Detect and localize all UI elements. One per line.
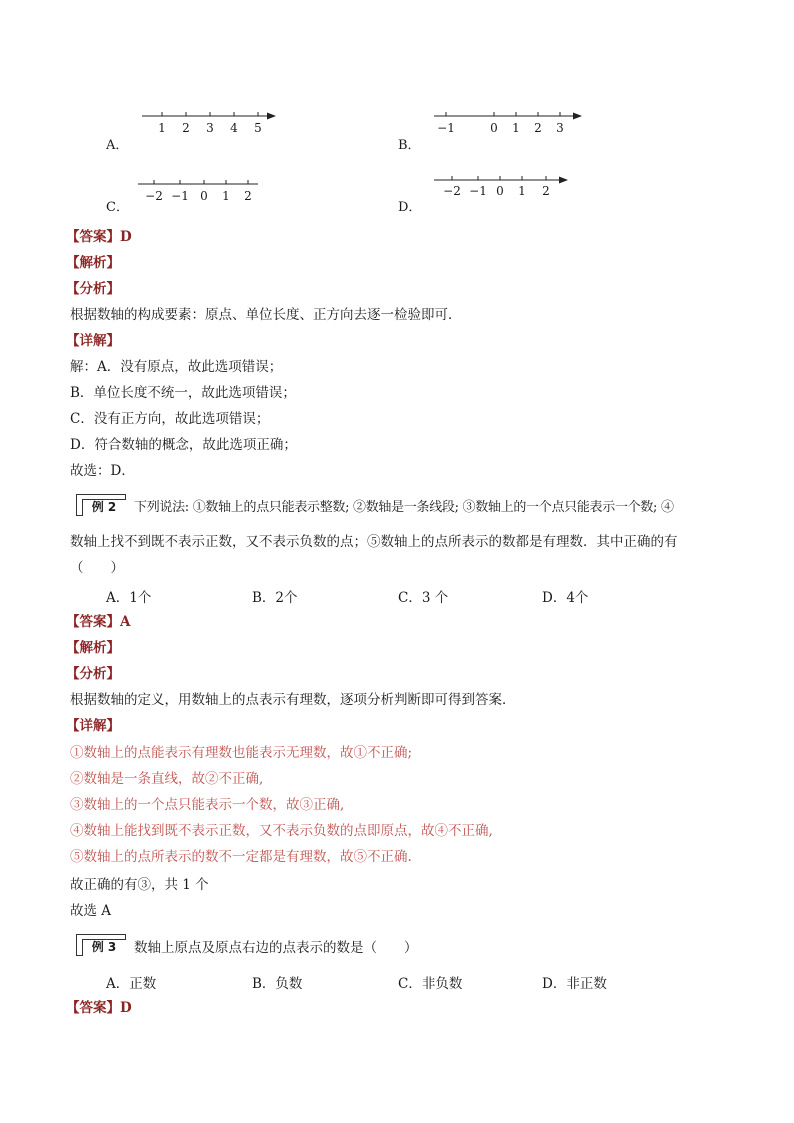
number-line-b-drawing: [432, 108, 632, 138]
ex3-choice-d: D．非正数: [542, 976, 607, 992]
number-line-d-drawing: [432, 174, 612, 204]
ex3-choice-b: B．负数: [252, 976, 303, 992]
tick-label: −1: [437, 121, 455, 135]
ex1-fenxi-text: 根据数轴的构成要素：原点、单位长度、正方向去逐一检验即可．: [70, 307, 462, 323]
ex2-detail-line: ⑤数轴上的点所表示的数不一定都是有理数，故⑤不正确.: [70, 849, 412, 865]
ex2-analysis-heading: 【解析】: [66, 640, 120, 656]
ex2-conclusion: 故正确的有③，共 1 个: [70, 877, 209, 893]
number-line-a-drawing: [140, 108, 330, 138]
option-c-letter: C．: [106, 200, 129, 215]
ex2-fenxi-heading: 【分析】: [66, 666, 120, 682]
tick-label: 0: [490, 121, 498, 135]
ex2-detail-line: ①数轴上的点能表示有理数也能表示无理数，故①不正确;: [70, 745, 413, 761]
option-a-letter: A．: [106, 138, 129, 153]
tick-label: 4: [230, 121, 238, 135]
ex3-choice-c: C．非负数: [398, 976, 463, 992]
ex1-detail-line: 解：A．没有原点，故此选项错误；: [70, 359, 283, 375]
ex1-detail-line: B．单位长度不统一，故此选项错误；: [70, 385, 296, 401]
option-d-letter: D．: [398, 200, 422, 215]
tick-label: 1: [158, 121, 166, 135]
ex2-choice-d: D．4个: [542, 590, 589, 606]
ex2-choice-b: B．2个: [252, 590, 298, 606]
example-3-label: 例 3: [91, 940, 117, 954]
ex1-detail-heading: 【详解】: [66, 333, 120, 349]
tick-label: 5: [254, 121, 262, 135]
example-2-label: 例 2: [91, 500, 117, 514]
ex2-question-line: 下列说法: ①数轴上的点只能表示整数; ②数轴是一条线段; ③数轴上的一个点只能表示一个数; ④: [134, 500, 674, 515]
ex1-detail-line: C．没有正方向，故此选项错误；: [70, 411, 270, 427]
ex3-answer: 【答案】D: [66, 1000, 132, 1016]
tick-label: 0: [200, 189, 208, 203]
tick-label: 3: [556, 121, 564, 135]
ex2-choice-c: C．3 个: [398, 590, 449, 606]
ex3-question: 数轴上原点及原点右边的点表示的数是（ ）: [134, 940, 418, 956]
tick-label: 1: [222, 189, 230, 203]
ex2-select: 故选 A: [70, 903, 112, 919]
ex1-fenxi-heading: 【分析】: [66, 281, 120, 297]
example-3-label-box: [76, 934, 126, 956]
ex2-detail-heading: 【详解】: [66, 718, 120, 734]
ex3-choice-a: A．正数: [106, 976, 157, 992]
ex2-detail-line: ②数轴是一条直线，故②不正确,: [70, 771, 264, 787]
tick-label: 1: [518, 184, 526, 198]
ex1-answer: 【答案】D: [66, 229, 132, 245]
tick-label: 2: [182, 121, 190, 135]
tick-label: 2: [534, 121, 542, 135]
ex1-analysis-heading: 【解析】: [66, 255, 120, 271]
ex2-answer: 【答案】A: [66, 614, 131, 630]
tick-label: 0: [496, 184, 504, 198]
tick-label: 3: [206, 121, 214, 135]
tick-label: −1: [469, 184, 487, 198]
ex2-question-line: （ ）: [70, 560, 124, 576]
ex2-fenxi-text: 根据数轴的定义，用数轴上的点表示有理数，逐项分析判断即可得到答案．: [70, 692, 516, 708]
tick-label: 2: [542, 184, 550, 198]
tick-label: −1: [171, 189, 189, 203]
ex1-detail-line: D．符合数轴的概念，故此选项正确；: [70, 437, 297, 453]
ex2-detail-line: ③数轴上的一个点只能表示一个数，故③正确,: [70, 797, 345, 813]
ex2-choice-a: A．1个: [106, 590, 152, 606]
tick-label: −2: [145, 189, 163, 203]
ex2-question-line: 数轴上找不到既不表示正数，又不表示负数的点；⑤数轴上的点所表示的数都是有理数．其中正确的有: [70, 534, 678, 550]
option-b-letter: B．: [398, 138, 421, 153]
ex1-detail-line: 故选：D．: [70, 463, 135, 479]
tick-label: −2: [443, 184, 461, 198]
example-2-label-box: [76, 494, 126, 516]
tick-label: 2: [244, 189, 252, 203]
tick-label: 1: [512, 121, 520, 135]
ex2-detail-line: ④数轴上能找到既不表示正数，又不表示负数的点即原点，故④不正确,: [70, 823, 493, 839]
number-line-c-drawing: [136, 176, 306, 206]
